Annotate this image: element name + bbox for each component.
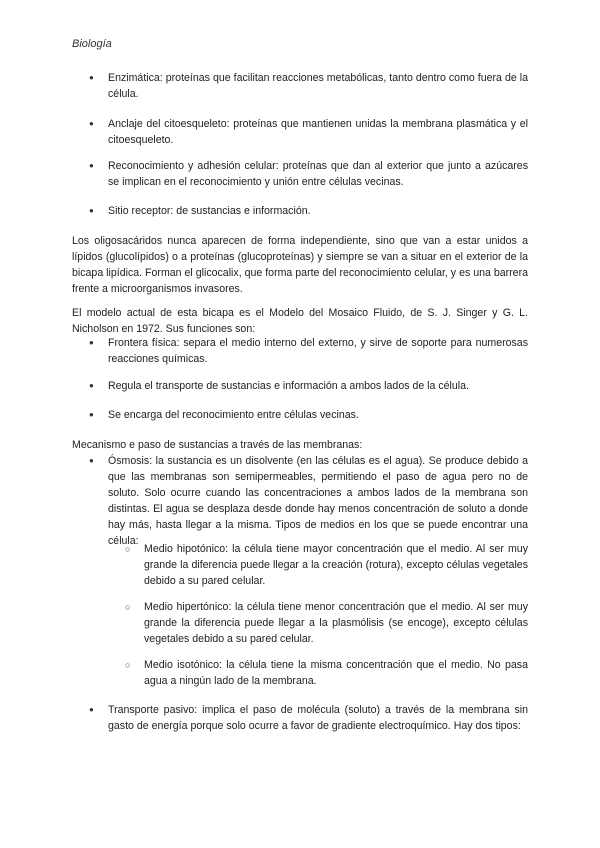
sub-list-item: ○ Medio hipertónico: la célula tiene menor concentración que el medio. Al ser muy grande la diferencia puede llegar a la plasmólisis (se encoge), excepto células vegetales debido a su pared celular. bbox=[144, 599, 528, 647]
list-item: ● Reconocimiento y adhesión celular: proteínas que dan al exterior que junto a azúcares se implican en el reconocimiento y unión entre células vecinas. bbox=[108, 158, 528, 190]
sub-list-item: ○ Medio isotónico: la célula tiene la misma concentración que el medio. No pasa agua a ningún lado de la membrana. bbox=[144, 657, 528, 689]
page-header: Biología bbox=[72, 38, 112, 50]
list-item: ● Enzimática: proteínas que facilitan reacciones metabólicas, tanto dentro como fuera de la célula. bbox=[108, 70, 528, 102]
list-item: ● Anclaje del citoesqueleto: proteínas que mantienen unidas la membrana plasmática y el citoesqueleto. bbox=[108, 116, 528, 148]
sub-list-item: ○ Medio hipotónico: la célula tiene mayor concentración que el medio. Al ser muy grande la diferencia puede llegar a la creación (rotura), excepto células vegetales debido a su pared celular. bbox=[144, 541, 528, 589]
paragraph-oligosacaridos: Los oligosacáridos nunca aparecen de forma independiente, sino que van a estar unidos a lípidos (glucolípidos) o a proteínas (glucoproteínas) y siempre se van a situar en el exterior de la bicapa lipídica. Forman el glicocalix, que forma parte del reconocimiento celular, y es una barrera frente a microorganismos invasores. bbox=[72, 235, 528, 295]
list-item: ● Sitio receptor: de sustancias e información. bbox=[108, 203, 528, 219]
list-item-transporte-pasivo: ● Transporte pasivo: implica el paso de molécula (soluto) a través de la membrana sin gasto de energía porque solo ocurre a favor de gradiente electroquímico. Hay dos tipos: bbox=[108, 702, 528, 734]
list-item: ● Frontera física: separa el medio interno del externo, y sirve de soporte para numerosas reacciones químicas. bbox=[108, 335, 528, 367]
list-item: ● Se encarga del reconocimiento entre células vecinas. bbox=[108, 407, 528, 423]
heading-mecanismo: Mecanismo e paso de sustancias a través de las membranas: bbox=[72, 439, 363, 451]
list-item: ● Regula el transporte de sustancias e información a ambos lados de la célula. bbox=[108, 378, 528, 394]
paragraph-modelo: El modelo actual de esta bicapa es el Modelo del Mosaico Fluido, de S. J. Singer y G. L. Nicholson en 1972. Sus funciones son: bbox=[72, 307, 528, 335]
list-item-osmosis: ● Ósmosis: la sustancia es un disolvente (en las células es el agua). Se produce debido a que las membranas son semipermeables, permitiendo el paso de agua pero no de soluto. Solo ocurre cuando las concentraciones a ambos lados de la membrana son distintas. El agua se desplaza desde donde hay menos concentración de soluto a donde hay más, hasta llegar a la misma. Tipos de medios en los que se puede encontrar una célula: bbox=[108, 453, 528, 549]
